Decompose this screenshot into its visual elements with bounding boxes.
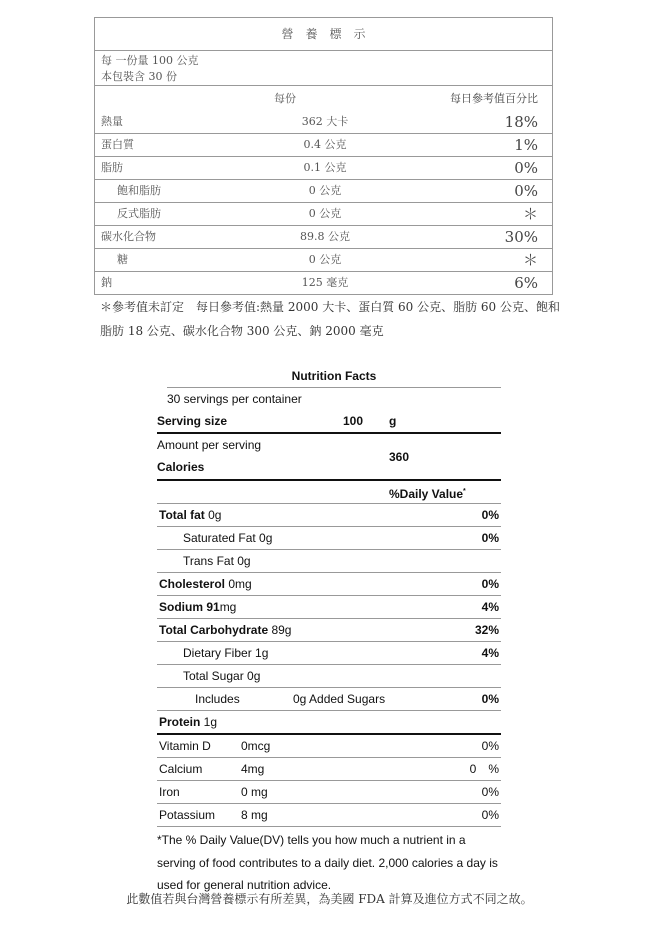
nutrient-name xyxy=(183,550,251,572)
nutrient-dv: 0% xyxy=(481,577,499,591)
vitamin-amount: 0 mg xyxy=(241,785,268,799)
nutrient-dv: 4% xyxy=(481,646,499,660)
vitamin-row xyxy=(157,781,501,804)
serving-size-value: 100 xyxy=(343,414,364,428)
nutrient-bold: Total fat xyxy=(159,508,205,522)
nutrient-dv: 18% xyxy=(504,113,538,131)
vitamin-amount: 0mcg xyxy=(241,739,271,753)
vitamin-row xyxy=(157,804,501,827)
nutrient-row xyxy=(95,156,552,179)
vitamin-name: Iron xyxy=(159,785,180,799)
nutrient-row xyxy=(95,271,552,294)
nutrient-name: 脂肪 xyxy=(101,161,123,174)
nutrient-name: 飽和脂肪 xyxy=(117,184,161,197)
nutrient-row xyxy=(95,179,552,202)
dv-header: %Daily Value* xyxy=(389,487,466,501)
nutrient-row xyxy=(157,527,501,550)
nutrient-dv: 6% xyxy=(514,274,538,292)
added-sugars: 0g Added Sugars xyxy=(293,692,386,706)
nutrient-bold: Cholesterol xyxy=(159,577,226,591)
vitamin-amount: 8 mg xyxy=(241,808,268,822)
nutrient-name xyxy=(183,642,268,664)
dv-footnote: *The % Daily Value(DV) tells you how much a nutrient in a serving of food contributes to a daily diet. 2,000 calories a day is used for general nutrition advice. xyxy=(157,833,498,892)
us-nutrition-facts xyxy=(157,365,501,897)
nutrient-amount: Includes xyxy=(195,692,240,706)
nutrient-name xyxy=(159,711,217,733)
vitamin-name: Calcium xyxy=(159,762,203,776)
nutrient-dv: 4% xyxy=(481,600,499,614)
amount-label: Amount per serving xyxy=(157,438,262,452)
nutrient-name xyxy=(159,573,252,595)
nutrient-row xyxy=(95,133,552,156)
nutrient-name: 糖 xyxy=(117,253,128,266)
facts-title: Nutrition Facts xyxy=(167,365,501,388)
dv-header-row xyxy=(157,481,501,504)
nutrient-name xyxy=(159,619,291,641)
nutrient-value: 125 毫克 xyxy=(301,276,349,289)
nutrient-row xyxy=(157,550,501,573)
nutrient-dv: 1% xyxy=(514,136,538,154)
calories-label: Calories xyxy=(157,460,205,474)
nutrient-amount: Total Sugar 0g xyxy=(183,669,261,683)
nutrient-row xyxy=(157,573,501,596)
vitamin-amount: 4mg xyxy=(241,762,265,776)
fda-difference-note: 此數值若與台灣營養標示有所差異，為美國 FDA 計算及進位方式不同之故。 xyxy=(126,892,533,906)
nutrient-dv: 0% xyxy=(514,159,538,177)
reference-note: ＊參考值未訂定 每日參考值:熱量 2000 大卡、蛋白質 60 公克、脂肪 60 公克、飽和脂肪 18 公克、碳水化合物 300 公克、鈉 2000 毫克 xyxy=(100,300,561,338)
nutrient-amount: Dietary Fiber 1g xyxy=(183,646,269,660)
nutrient-row xyxy=(95,225,552,248)
nutrient-name: 反式脂肪 xyxy=(117,207,161,220)
servings-per-pack: 本包裝含 30 份 xyxy=(101,70,177,83)
nutrient-dv: 32% xyxy=(474,623,499,637)
nutrient-value: 0.1 公克 xyxy=(303,161,347,174)
nutrient-name xyxy=(183,665,260,687)
nutrient-name xyxy=(159,596,236,618)
nutrient-row xyxy=(157,711,501,735)
vitamin-name: Potassium xyxy=(159,808,216,822)
vitamin-row xyxy=(157,735,501,758)
label-title: 營 養 標 示 xyxy=(281,27,366,41)
nutrient-name: 熱量 xyxy=(101,115,123,128)
nutrient-amount: mg xyxy=(219,600,237,614)
vitamin-dv: 0% xyxy=(481,808,499,822)
nutrient-value: 0 公克 xyxy=(308,207,342,220)
nutrient-bold: Protein xyxy=(159,715,201,729)
serving-size: 每 一份量 100 公克 xyxy=(101,54,199,67)
nutrient-bold: Sodium 91 xyxy=(159,600,220,614)
nutrient-value: 0 公克 xyxy=(308,253,342,266)
nutrient-name xyxy=(195,688,240,710)
nutrient-row xyxy=(95,202,552,225)
nutrient-row xyxy=(157,504,501,527)
nutrient-amount: 1g xyxy=(200,715,218,729)
nutrient-value: 89.8 公克 xyxy=(300,230,350,243)
serving-size-unit: g xyxy=(389,414,397,428)
nutrient-row xyxy=(157,688,501,711)
nutrient-dv: 30% xyxy=(504,228,538,246)
vitamin-dv: 0% xyxy=(481,785,499,799)
nutrient-name xyxy=(183,527,272,549)
nutrient-row xyxy=(95,248,552,271)
nutrient-value: 0.4 公克 xyxy=(303,138,347,151)
nutrient-row xyxy=(157,596,501,619)
col-per-serving: 每份 xyxy=(274,92,296,105)
nutrient-bold: Total Carbohydrate xyxy=(159,623,269,637)
nutrient-name xyxy=(159,504,221,526)
nutrient-dv: ＊ xyxy=(522,251,538,269)
nutrient-name: 蛋白質 xyxy=(101,138,134,151)
nutrient-amount: Trans Fat 0g xyxy=(183,554,251,568)
nutrient-name: 碳水化合物 xyxy=(101,230,156,243)
nutrient-value: 0 公克 xyxy=(308,184,342,197)
calories-row xyxy=(157,434,501,481)
nutrient-dv: 0% xyxy=(481,531,499,545)
nutrient-dv: 0% xyxy=(481,692,499,706)
nutrient-row xyxy=(157,619,501,642)
column-header xyxy=(95,85,552,111)
nutrient-name: 鈉 xyxy=(101,276,112,289)
nutrient-row xyxy=(157,665,501,688)
nutrient-amount: 0mg xyxy=(225,577,252,591)
vitamin-dv: 0 % xyxy=(469,762,499,776)
serving-size-row xyxy=(157,410,501,434)
taiwan-nutrition-label xyxy=(94,17,553,295)
nutrient-row xyxy=(157,642,501,665)
nutrient-value: 362 大卡 xyxy=(301,115,349,128)
nutrient-row xyxy=(95,111,552,133)
serving-size-label: Serving size xyxy=(157,414,228,428)
nutrient-dv: ＊ xyxy=(522,205,538,223)
vitamin-row xyxy=(157,758,501,781)
nutrient-amount: 89g xyxy=(268,623,292,637)
col-daily-value: 每日參考值百分比 xyxy=(450,92,538,105)
nutrient-amount: Saturated Fat 0g xyxy=(183,531,273,545)
calories-value: 360 xyxy=(389,450,410,464)
vitamin-dv: 0% xyxy=(481,739,499,753)
serving-info xyxy=(95,50,552,85)
servings-per-container: 30 servings per container xyxy=(167,392,302,406)
vitamin-name: Vitamin D xyxy=(159,739,211,753)
nutrient-dv: 0% xyxy=(481,508,499,522)
nutrient-dv: 0% xyxy=(514,182,538,200)
nutrient-amount: 0g xyxy=(204,508,222,522)
